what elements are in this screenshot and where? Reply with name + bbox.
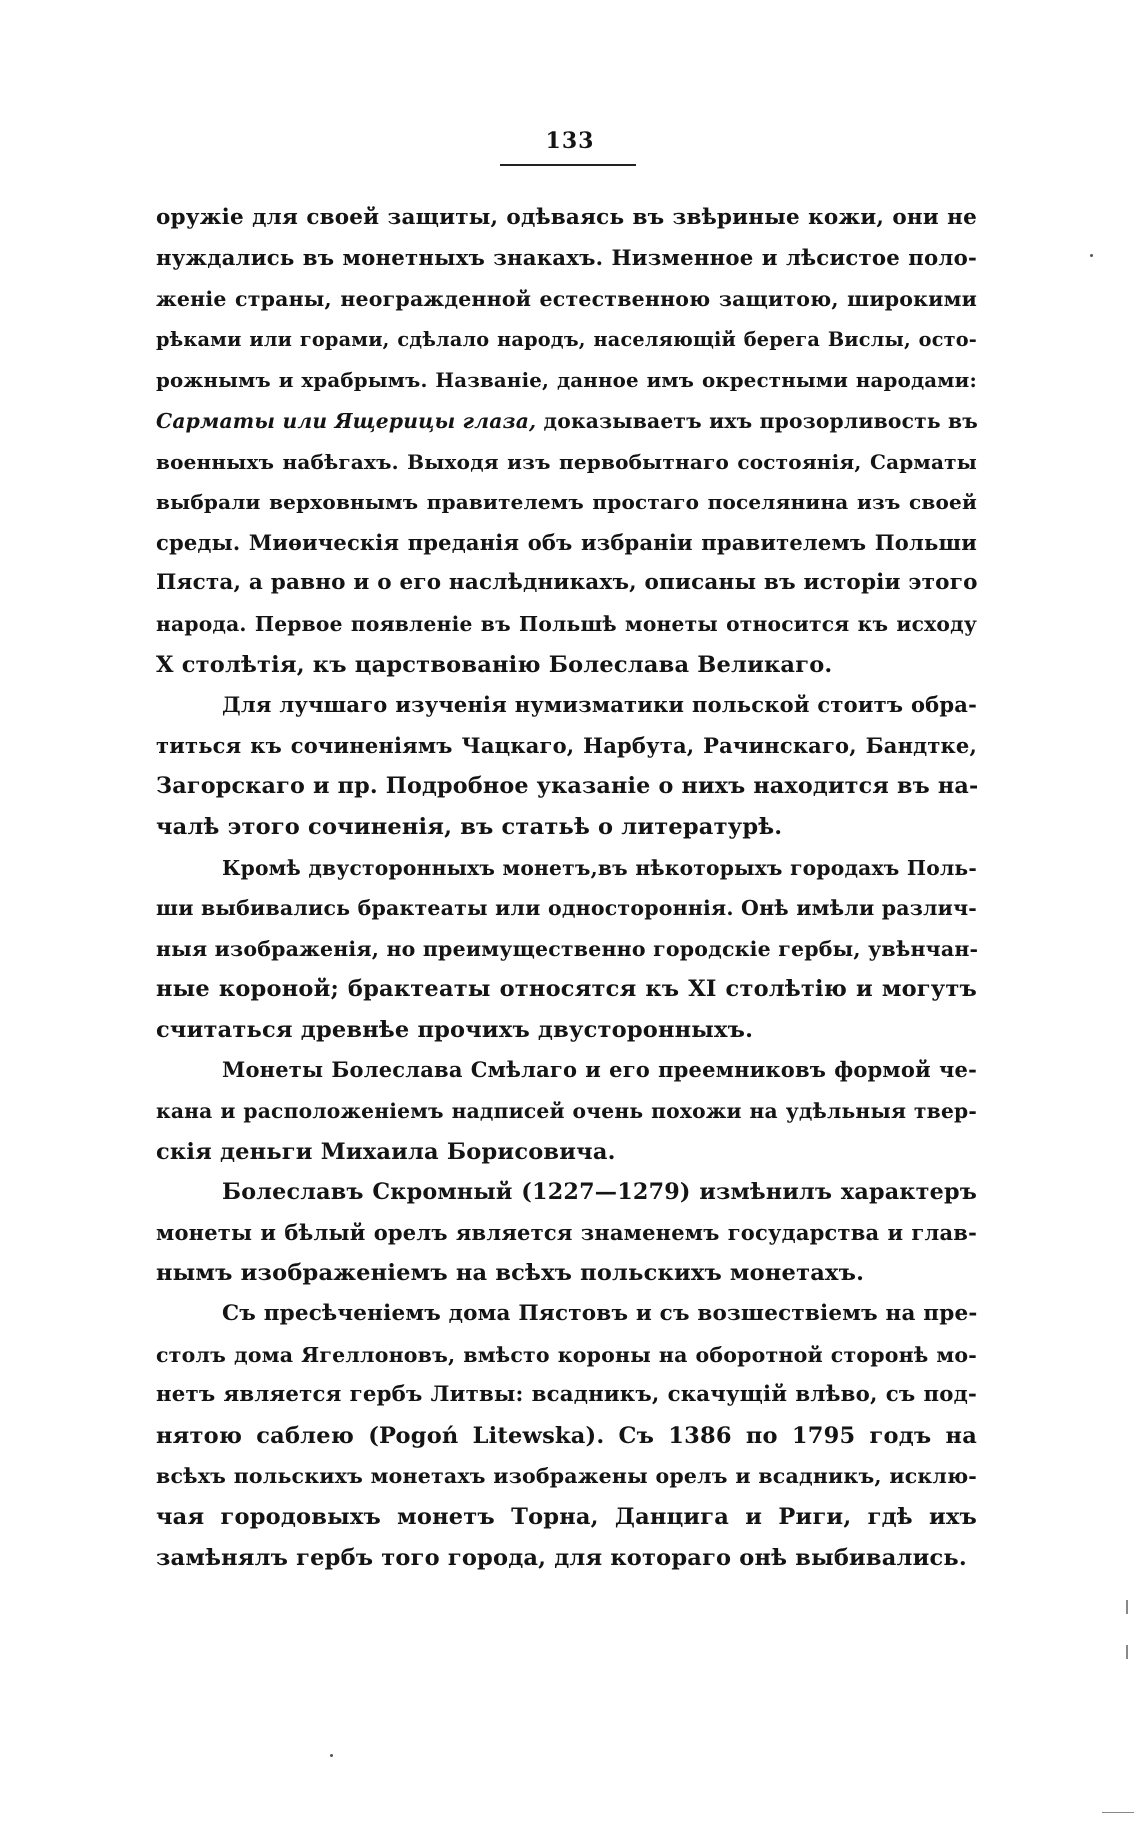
text-line: чалѣ этого сочиненія, въ статьѣ о литературѣ. — [156, 813, 783, 840]
text-line: Для лучшаго изученія нумизматики польской стоитъ обра- — [222, 692, 977, 718]
text-line: ши выбивались брактеаты или одностороннія. Онѣ имѣли различ- — [156, 896, 977, 921]
text-line: монеты и бѣлый орелъ является знаменемъ государства и глав- — [156, 1219, 977, 1245]
scan-speck — [330, 1754, 333, 1757]
text-line: Съ пресѣченіемъ дома Пястовъ и съ возшествіемъ на пре- — [222, 1301, 978, 1327]
text-line: военныхъ набѣгахъ. Выходя изъ первобытнаго состоянія, Сарматы — [156, 449, 977, 474]
text-line: Монеты Болеслава Смѣлаго и его преемниковъ формой че- — [222, 1057, 977, 1083]
scan-mark — [1126, 1600, 1128, 1614]
text-line: кана и расположеніемъ надписей очень похожи на удѣльныя твер- — [156, 1099, 977, 1124]
text-line: Загорскаго и пр. Подробное указаніе о нихъ находится въ на- — [156, 773, 979, 800]
text-line: оружіе для своей защиты, одѣваясь въ звѣриные кожи, они не — [156, 205, 977, 230]
text-line: нетъ является гербъ Литвы: всадникъ, скачущій влѣво, съ под- — [156, 1382, 977, 1408]
text-line: скія деньги Михаила Борисовича. — [156, 1138, 616, 1165]
text-line: среды. Миѳическія преданія объ избраніи правителемъ Польши — [156, 529, 977, 555]
text-line: всѣхъ польскихъ монетахъ изображены орелъ и всадникъ, исклю- — [156, 1464, 977, 1489]
text-line: ныя изображенія, но преимущественно городскіе гербы, увѣнчан- — [156, 936, 979, 961]
text-line: ные короной; брактеаты относятся къ XI столѣтію и могутъ — [156, 976, 977, 1003]
paragraph — [156, 1172, 977, 1294]
text-line: Болеславъ Скромный (1227—1279) измѣнилъ характеръ — [222, 1179, 977, 1206]
text-line: чая городовыхъ монетъ Торна, Данцига и Риги, гдѣ ихъ — [156, 1504, 977, 1530]
text-line: нымъ изображеніемъ на всѣхъ польскихъ монетахъ. — [156, 1260, 865, 1287]
page-number: 133 — [545, 128, 595, 154]
text-line: замѣнялъ гербъ того города, для котораго онѣ выбивались. — [156, 1544, 967, 1571]
text-line: Пяста, а равно и о его наслѣдникахъ, описаны въ исторіи этого — [156, 570, 978, 596]
scan-mark — [1126, 1645, 1128, 1659]
header-rule — [500, 164, 636, 166]
text-line: считаться древнѣе прочихъ двусторонныхъ. — [156, 1016, 754, 1043]
paragraph — [156, 1294, 977, 1578]
text-line: нятою саблею (Pogoń Litewska). Съ 1386 по 1795 годъ на — [156, 1422, 977, 1449]
text-line: столъ дома Ягеллоновъ, вмѣсто короны на оборотной сторонѣ мо- — [156, 1342, 977, 1367]
text-line: Кромѣ двусторонныхъ монетъ,въ нѣкоторыхъ городахъ Поль- — [222, 855, 977, 880]
text-line: народа. Первое появленіе въ Польшѣ монеты относится къ исходу — [156, 611, 977, 636]
text-line-with-italic — [156, 401, 977, 442]
text-line: рѣками или горами, сдѣлало народъ, населяющій берега Вислы, осто- — [156, 327, 977, 351]
scan-speck — [1090, 254, 1093, 257]
body-text — [156, 198, 977, 1578]
paragraph — [156, 685, 977, 847]
text-line: нуждались въ монетныхъ знакахъ. Низменное и лѣсистое поло- — [156, 245, 977, 271]
text-line: титься къ сочиненіямъ Чацкаго, Нарбута, Рачинскаго, Бандтке, — [156, 732, 977, 758]
text-line: рожнымъ и храбрымъ. Названіе, данное имъ окрестными народами: — [156, 368, 977, 393]
paragraph — [156, 848, 977, 1051]
paragraph — [156, 1050, 977, 1172]
italic-phrase: Сарматы или Ящерицы глаза, — [156, 408, 537, 433]
scan-mark — [1102, 1812, 1134, 1813]
text-line: выбрали верховнымъ правителемъ простаго поселянина изъ своей — [156, 490, 977, 515]
text-fragment: доказываетъ ихъ прозорливость въ — [536, 408, 979, 433]
paragraph — [156, 198, 977, 685]
text-line: женіе страны, неогражденной естественною защитою, широкими — [156, 287, 977, 312]
text-line: X столѣтія, къ царствованію Болеслава Великаго. — [156, 651, 833, 678]
